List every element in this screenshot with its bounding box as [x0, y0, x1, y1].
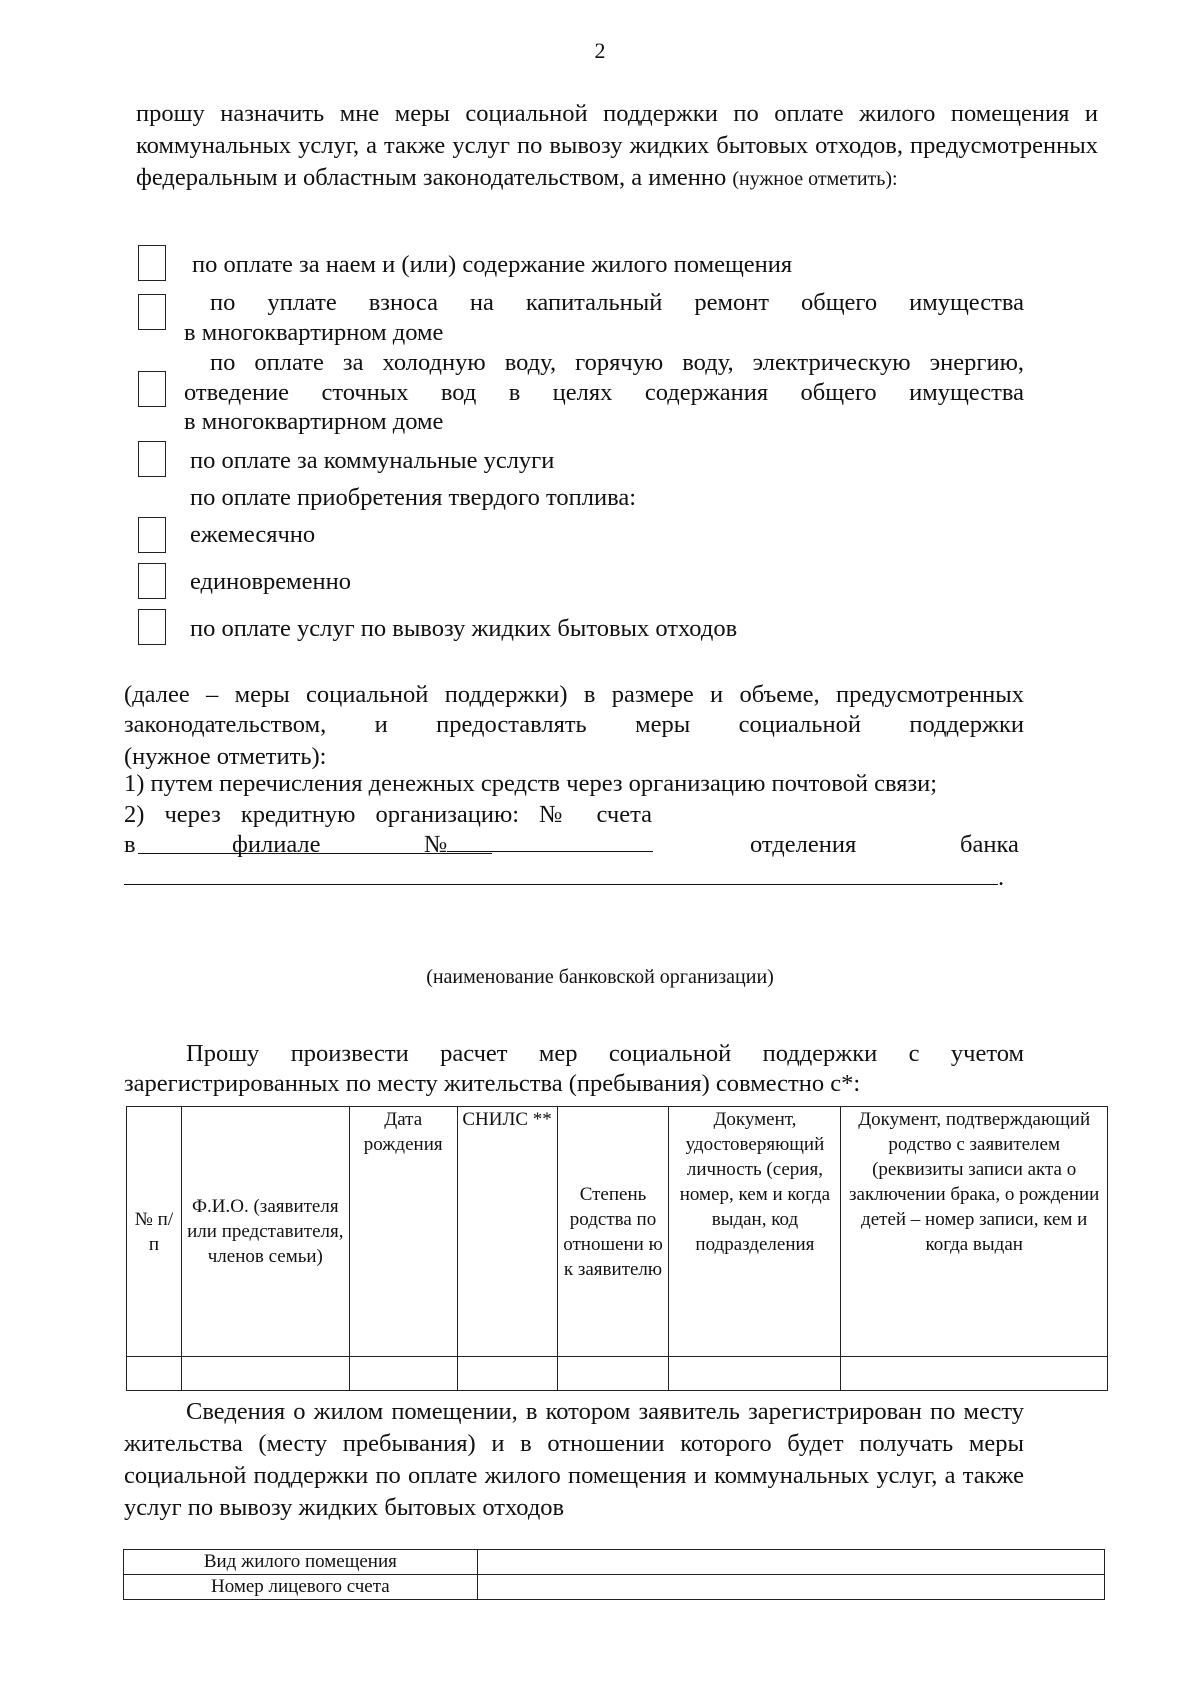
- header-relation: Степень родства по отношени ю к заявителю: [557, 1107, 669, 1357]
- intro-note: (нужное отметить):: [732, 168, 898, 190]
- cell-birth-date[interactable]: [349, 1357, 457, 1391]
- housing-type-label: Вид жилого помещения: [124, 1550, 478, 1575]
- option-utilities-line1: по оплате за холодную воду, горячую воду, электрическую энергию,: [210, 349, 1024, 376]
- header-kinship-document: Документ, подтверждающий родство с заявителем (реквизиты записи акта о заключении брака, о рождении детей – номер записи, кем и когда выдан: [841, 1107, 1108, 1357]
- checkbox-one-time[interactable]: [138, 563, 166, 599]
- checkbox-liquid-waste[interactable]: [138, 609, 166, 645]
- housing-paragraph: Сведения о жилом помещении, в котором заявитель зарегистрирован по месту жительства (месту пребывания) и в отношении которого будет получать меры социальной поддержки по оплате жилого помещения и коммунальных услуг, а также услуг по вывозу жидких бытовых отходов: [124, 1398, 1024, 1521]
- header-birth-date: Дата рождения: [349, 1107, 457, 1357]
- header-num: № п/п: [127, 1107, 182, 1357]
- bank-name-caption: (наименование банковской организации): [426, 966, 774, 988]
- option-solid-fuel-label: по оплате приобретения твердого топлива:: [190, 484, 637, 511]
- department-word: отделения: [750, 831, 857, 858]
- option-rent-label: по оплате за наем и (или) содержание жилого помещения: [192, 251, 793, 278]
- checkbox-monthly[interactable]: [138, 517, 166, 553]
- members-table-header: [127, 1107, 1108, 1357]
- housing-info-table: [123, 1549, 1105, 1600]
- checkbox-capital-repair[interactable]: [138, 294, 166, 330]
- option-capital-repair-line1: по уплате взноса на капитальный ремонт общего имущества: [210, 289, 1024, 316]
- table-row: [124, 1575, 1105, 1600]
- checkbox-utilities-common[interactable]: [138, 371, 166, 407]
- page-number: 2: [594, 38, 606, 63]
- bank-name-field[interactable]: [124, 862, 998, 885]
- housing-type-value[interactable]: [477, 1550, 1104, 1575]
- bank-name-row: [124, 862, 1004, 894]
- members-table: [126, 1106, 1108, 1391]
- branch-number-sign: №: [424, 831, 448, 858]
- cell-kinship-document[interactable]: [841, 1357, 1108, 1391]
- request-line2: зарегистрированных по месту жительства (пребывания) совместно с*:: [124, 1070, 861, 1097]
- branch-in: в: [124, 831, 136, 858]
- account-number-label: Номер лицевого счета: [124, 1575, 478, 1600]
- option-capital-repair-line2: в многоквартирном доме: [184, 319, 444, 346]
- payment-option-postal[interactable]: 1) путем перечисления денежных средств через организацию почтовой связи;: [124, 770, 938, 797]
- checkbox-communal[interactable]: [138, 441, 166, 477]
- payment-option-bank[interactable]: 2) через кредитную организацию: № счета: [124, 801, 652, 828]
- payment-note: (нужное отметить):: [124, 743, 327, 770]
- option-utilities-line2: отведение сточных вод в целях содержания общего имущества: [184, 379, 1024, 406]
- table-row: [124, 1550, 1105, 1575]
- cell-snils[interactable]: [457, 1357, 557, 1391]
- cell-fio[interactable]: [181, 1357, 349, 1391]
- option-liquid-waste-label: по оплате услуг по вывозу жидких бытовых отходов: [190, 615, 738, 642]
- payment-line2: законодательством, и предоставлять меры социальной поддержки: [124, 711, 1024, 738]
- branch-number-row: [424, 829, 653, 861]
- intro-paragraph: [136, 98, 1098, 195]
- option-communal-label: по оплате за коммунальные услуги: [190, 447, 555, 474]
- table-row: [127, 1357, 1108, 1391]
- header-fio: Ф.И.О. (заявителя или представителя, членов семьи): [181, 1107, 349, 1357]
- intro-text: прошу назначить мне меры социальной поддержки по оплате жилого помещения и коммунальных услуг, а также услуг по вывозу жидких бытовых отходов, предусмотренных федеральным и областным законодательством, а именно: [136, 100, 1098, 191]
- option-monthly-label: ежемесячно: [190, 521, 316, 548]
- branch-word: филиале: [232, 831, 321, 858]
- cell-num[interactable]: [127, 1357, 182, 1391]
- account-number-value[interactable]: [477, 1575, 1104, 1600]
- option-one-time-label: единовременно: [190, 568, 352, 595]
- cell-id-document[interactable]: [669, 1357, 841, 1391]
- header-id-document: Документ, удостоверяющий личность (серия, номер, кем и когда выдан, код подразделения: [669, 1107, 841, 1357]
- branch-number-field[interactable]: [447, 829, 653, 852]
- checkbox-rent[interactable]: [138, 245, 166, 281]
- bank-word: банка: [960, 831, 1019, 858]
- cell-relation[interactable]: [557, 1357, 669, 1391]
- payment-line1: (далее – меры социальной поддержки) в размере и объеме, предусмотренных: [124, 681, 1024, 708]
- bank-name-period: .: [998, 864, 1005, 891]
- option-utilities-line3: в многоквартирном доме: [184, 408, 444, 435]
- header-snils: СНИЛС **: [457, 1107, 557, 1357]
- request-line1: Прошу произвести расчет мер социальной поддержки с учетом: [186, 1040, 1024, 1067]
